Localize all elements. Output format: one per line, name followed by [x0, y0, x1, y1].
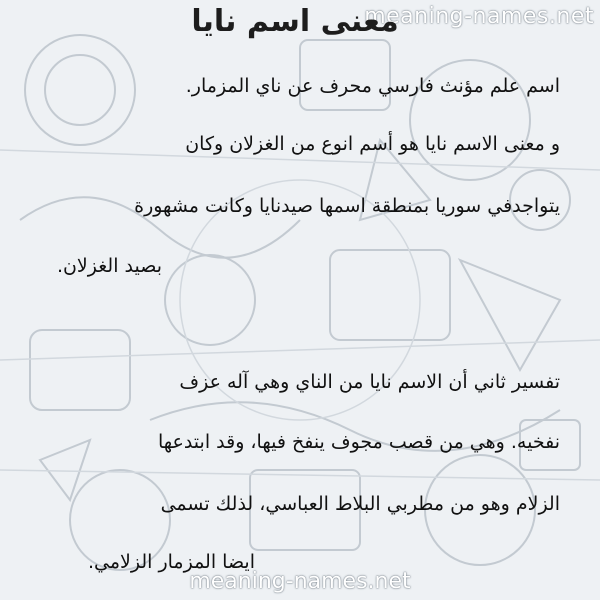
- page-title: معنى اسم نايا: [191, 4, 399, 39]
- watermark-bottom: meaning-names.net: [189, 569, 411, 594]
- meaning-line-1: اسم علم مؤنث فارسي محرف عن ناي المزمار.: [185, 75, 560, 97]
- meaning-line-2: و معنى الاسم نايا هو أسم انوع من الغزلان وكان: [185, 133, 560, 155]
- meaning-line-3: يتواجدفي سوريا بمنطقة اسمها صيدنايا وكانت مشهورة: [134, 195, 560, 217]
- meaning-line-6: نفخيه. وهي من قصب مجوف ينفخ فيها، وقد ابتدعها: [157, 431, 560, 453]
- meaning-line-8: ايضا المزمار الزلامي.: [87, 551, 255, 573]
- watermark-top: meaning-names.net: [364, 4, 594, 29]
- meaning-line-5: تفسير ثاني أن الاسم نايا من الناي وهي آله عزف: [179, 371, 560, 393]
- meaning-line-7: الزلام وهو من مطربي البلاط العباسي، لذلك تسمى: [160, 493, 560, 515]
- meaning-line-4: بصيد الغزلان.: [56, 255, 162, 277]
